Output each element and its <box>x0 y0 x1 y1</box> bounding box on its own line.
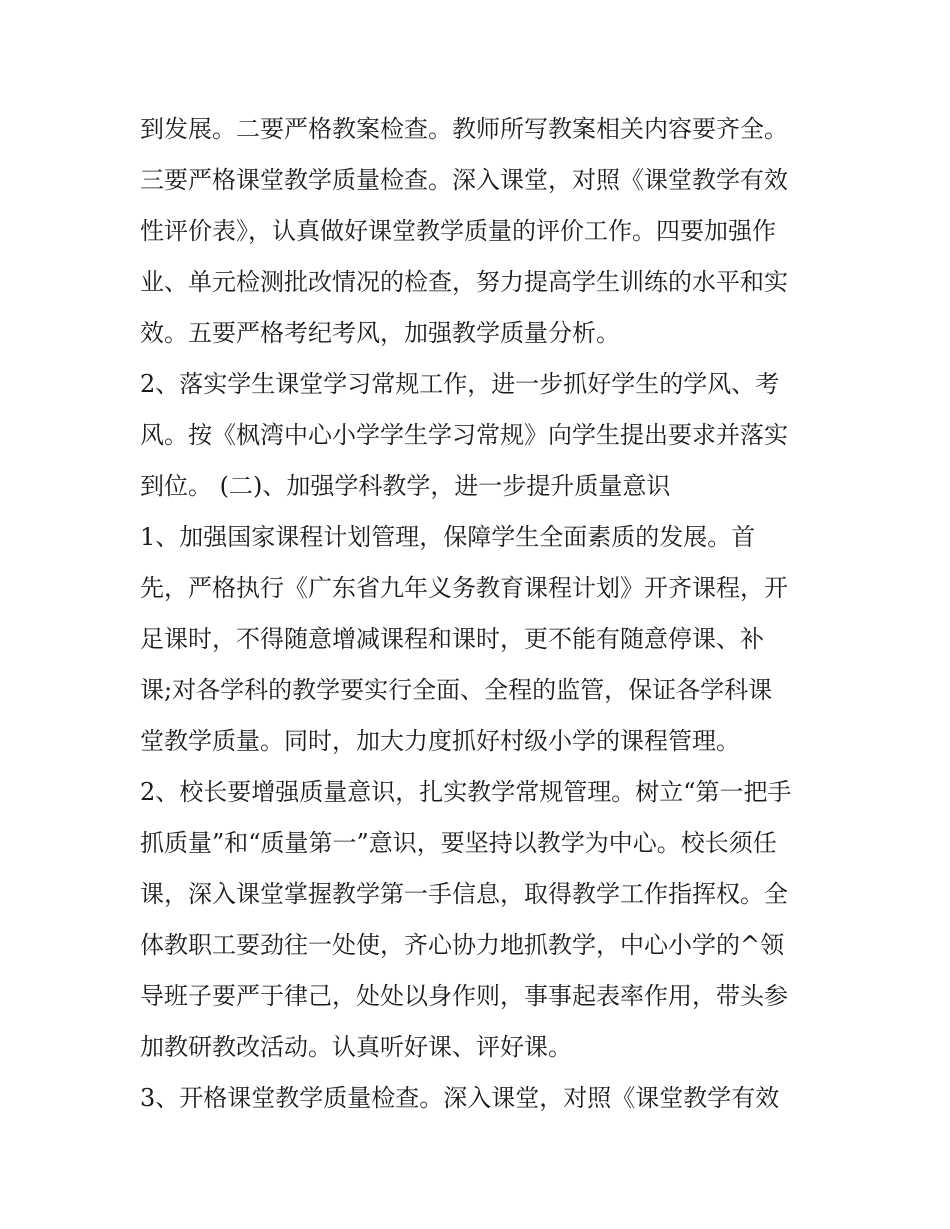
text-line: 业、单元检测批改情况的检查，努力提高学生训练的水平和实 <box>140 268 788 296</box>
text-line: 三要严格课堂教学质量检查。深入课堂，对照《课堂教学有效 <box>140 166 788 194</box>
text-line: 堂教学质量。同时，加大力度抓好村级小学的课程管理。 <box>140 727 740 755</box>
text-line: 到位。 (二)、加强学科教学，进一步提升质量意识 <box>140 472 671 500</box>
text-line: 加教研教改活动。认真听好课、评好课。 <box>140 1033 572 1061</box>
text-line: 性评价表》，认真做好课堂教学质量的评价工作。四要加强作 <box>140 217 776 245</box>
text-line: 体教职工要劲往一处使，齐心协力地抓教学，中心小学的^领 <box>140 931 785 959</box>
text-line: 效。五要严格考纪考风，加强教学质量分析。 <box>140 319 620 347</box>
text-line: 课;对各学科的教学要实行全面、全程的监管，保证各学科课 <box>140 676 773 704</box>
body-text <box>140 104 830 1124</box>
text-line: 课，深入课堂掌握教学第一手信息，取得教学工作指挥权。全 <box>140 880 788 908</box>
text-line: 导班子要严于律己，处处以身作则，事事起表率作用，带头参 <box>140 982 788 1010</box>
text-line: 2、校长要增强质量意识，扎实教学常规管理。树立“第一把手 <box>140 778 792 806</box>
text-line: 到发展。二要严格教案检查。教师所写教案相关内容要齐全。 <box>140 115 788 143</box>
text-line: 2、落实学生课堂学习常规工作，进一步抓好学生的学风、考 <box>140 370 780 398</box>
text-line: 3、开格课堂教学质量检查。深入课堂，对照《课堂教学有效 <box>140 1084 780 1112</box>
text-line: 先，严格执行《广东省九年义务教育课程计划》开齐课程，开 <box>140 574 788 602</box>
text-line: 风。按《枫湾中心小学学生学习常规》向学生提出要求并落实 <box>140 421 788 449</box>
text-line: 足课时，不得随意增减课程和课时，更不能有随意停课、补 <box>140 625 764 653</box>
text-line: 1、加强国家课程计划管理，保障学生全面素质的发展。首 <box>140 523 756 551</box>
text-line: 抓质量”和“质量第一”意识，要坚持以教学为中心。校长须任 <box>140 829 777 857</box>
